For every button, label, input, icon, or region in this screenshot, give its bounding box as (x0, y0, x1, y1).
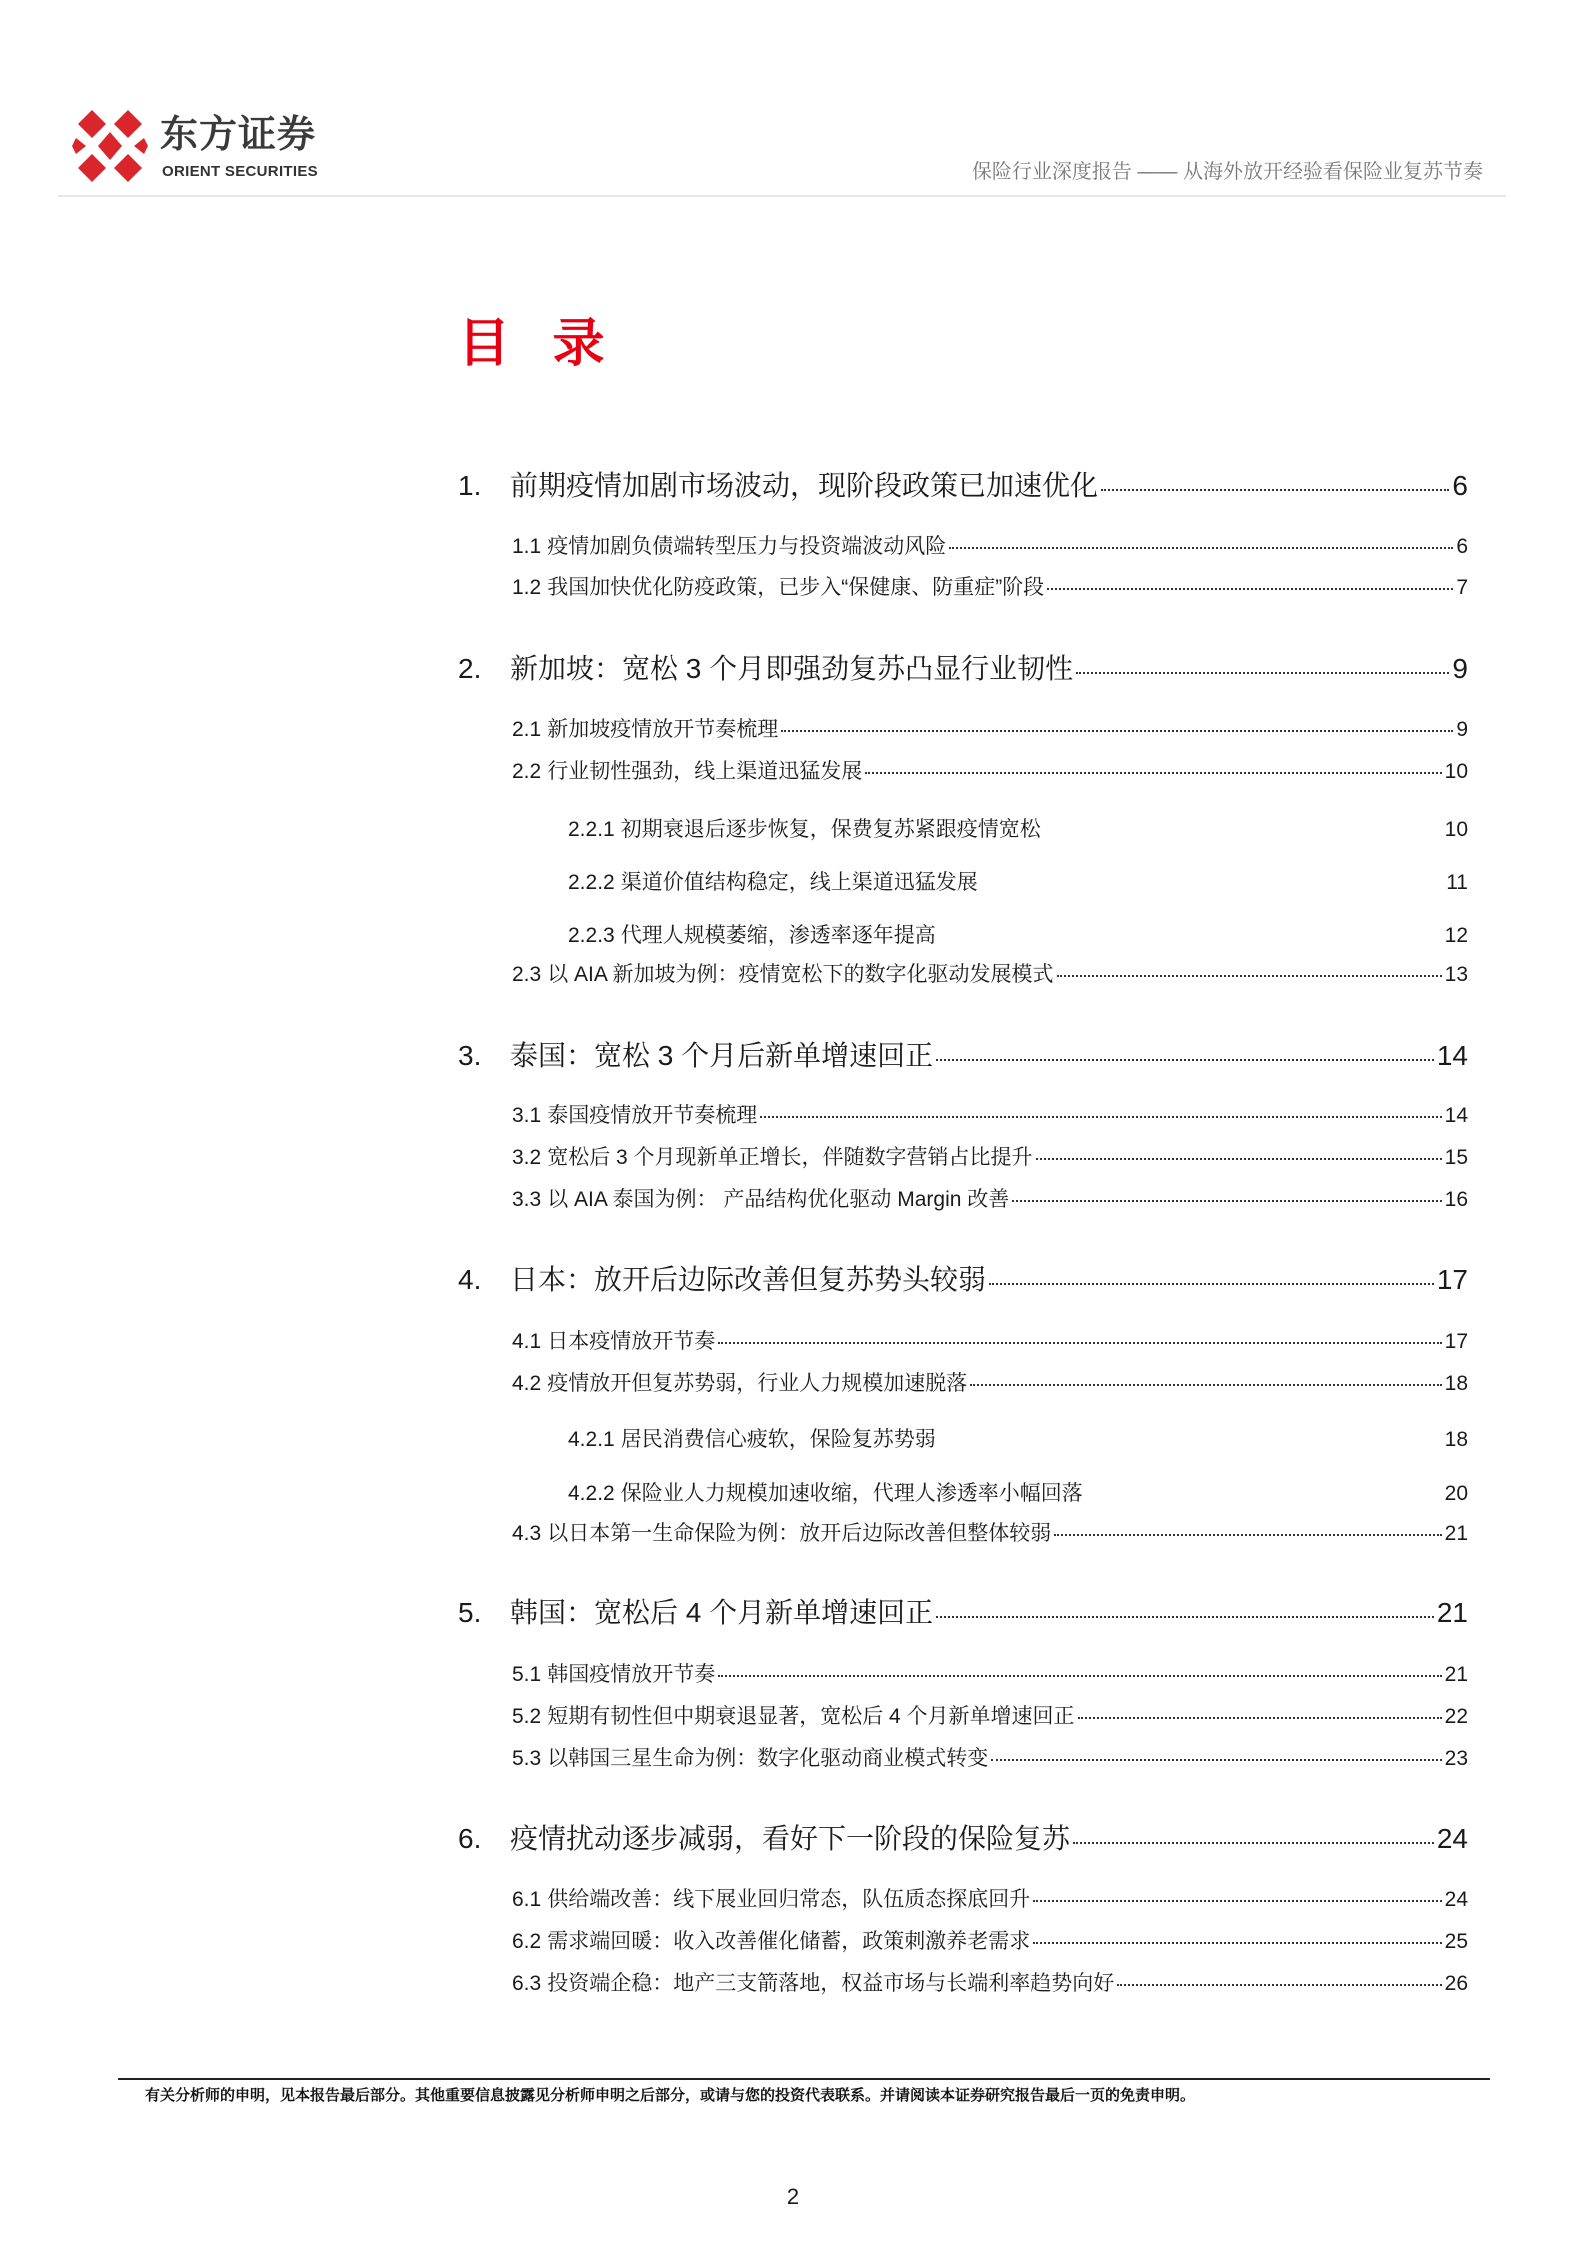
dot-leader (1057, 975, 1442, 977)
toc-entry-text: 短期有韧性但中期衰退显著，宽松后 4 个月新单增速回正 (547, 1705, 1075, 1728)
toc-entry-number: 3.2 (512, 1146, 542, 1169)
footer-disclaimer: 有关分析师的申明，见本报告最后部分。其他重要信息披露见分析师申明之后部分，或请与您的投资代表联系。并请阅读本证券研究报告最后一页的免责申明。 (145, 2087, 1196, 2104)
toc-entry-level1[interactable] (458, 1264, 1468, 1296)
toc-entry-page: 17 (1436, 1264, 1468, 1295)
dot-leader (1078, 1717, 1442, 1719)
toc-entry-page: 17 (1444, 1330, 1468, 1353)
toc-entry-level2[interactable] (512, 1104, 1468, 1128)
toc-entry-level3[interactable] (568, 1482, 1468, 1506)
header-divider (58, 195, 1506, 197)
toc-entry-text: 渠道价值结构稳定，线上渠道迅猛发展 (620, 871, 978, 894)
toc-entry-text: 以日本第一生命保险为例：放开后边际改善但整体较弱 (547, 1522, 1052, 1545)
toc-entry-level2[interactable] (512, 718, 1468, 742)
toc-entry-page: 18 (1444, 1428, 1468, 1451)
toc-entry-level3[interactable] (568, 1428, 1468, 1452)
toc-entry-page: 25 (1444, 1930, 1468, 1953)
dot-leader (1033, 1942, 1441, 1944)
toc-entry-level1[interactable] (458, 470, 1468, 502)
toc-entry-level2[interactable] (512, 1747, 1468, 1771)
toc-entry-number: 3. (458, 1040, 482, 1071)
toc-entry-text: 疫情加剧负债端转型压力与投资端波动风险 (547, 535, 947, 558)
toc-entry-number: 2.3 (512, 963, 542, 986)
toc-entry-text: 疫情扰动逐步减弱，看好下一阶段的保险复苏 (510, 1823, 1071, 1854)
toc-entry-text: 泰国疫情放开节奏梳理 (547, 1104, 758, 1127)
toc-entry-text: 需求端回暖：收入改善催化储蓄，政策刺激养老需求 (547, 1930, 1031, 1953)
toc-entry-level2[interactable] (512, 535, 1468, 559)
toc-entry-number: 1.1 (512, 535, 542, 558)
toc-entry-text: 泰国：宽松 3 个月后新单增速回正 (510, 1040, 934, 1071)
toc-entry-text: 疫情放开但复苏势弱，行业人力规模加速脱落 (547, 1372, 968, 1395)
logo-chinese-name: 东方证券 (160, 114, 317, 156)
toc-entry-page: 11 (1446, 871, 1468, 894)
toc-entry-text: 供给端改善：线下展业回归常态，队伍质态探底回升 (547, 1888, 1031, 1911)
toc-entry-text: 投资端企稳：地产三支箭落地，权益市场与长端利率趋势向好 (547, 1972, 1115, 1995)
toc-entry-number: 2. (458, 653, 482, 684)
toc-entry-page: 26 (1444, 1972, 1468, 1995)
toc-entry-number: 5. (458, 1597, 482, 1628)
toc-entry-number: 1. (458, 470, 482, 501)
toc-entry-page: 6 (1456, 535, 1468, 558)
toc-entry-level3[interactable] (568, 924, 1468, 948)
toc-entry-page: 7 (1456, 576, 1468, 599)
toc-entry-page: 14 (1436, 1040, 1468, 1071)
dot-leader (1012, 1200, 1441, 1202)
toc-entry-level2[interactable] (512, 576, 1468, 600)
report-header-title: 保险行业深度报告 —— 从海外放开经验看保险业复苏节奏 (971, 161, 1483, 183)
toc-entry-level2[interactable] (512, 963, 1468, 987)
toc-entry-page: 6 (1452, 470, 1468, 501)
dot-leader (1033, 1900, 1441, 1902)
toc-entry-text: 宽松后 3 个月现新单正增长，伴随数字营销占比提升 (547, 1146, 1033, 1169)
toc-entry-page: 9 (1452, 653, 1468, 684)
toc-entry-text: 新加坡：宽松 3 个月即强劲复苏凸显行业韧性 (510, 653, 1074, 684)
toc-entry-level3[interactable] (568, 818, 1468, 842)
toc-entry-number: 5.1 (512, 1663, 542, 1686)
footer-divider (118, 2078, 1490, 2080)
toc-entry-page: 20 (1444, 1482, 1468, 1505)
toc-entry-number: 2.2.1 (568, 818, 615, 841)
toc-entry-page: 9 (1456, 718, 1468, 741)
toc-entry-text: 日本：放开后边际改善但复苏势头较弱 (510, 1264, 987, 1295)
toc-entry-number: 2.1 (512, 718, 542, 741)
toc-entry-number: 6.3 (512, 1972, 542, 1995)
toc-entry-page: 18 (1444, 1372, 1468, 1395)
toc-entry-page: 12 (1444, 924, 1468, 947)
dot-leader (1076, 672, 1449, 674)
toc-entry-page: 24 (1436, 1823, 1468, 1854)
toc-entry-page: 13 (1444, 963, 1468, 986)
toc-entry-page: 16 (1444, 1188, 1468, 1211)
toc-entry-number: 6.1 (512, 1888, 542, 1911)
toc-entry-text: 初期衰退后逐步恢复，保费复苏紧跟疫情宽松 (620, 818, 1041, 841)
toc-entry-number: 6.2 (512, 1930, 542, 1953)
toc-entry-text: 日本疫情放开节奏 (547, 1330, 716, 1353)
toc-entry-text: 以 AIA 新加坡为例：疫情宽松下的数字化驱动发展模式 (547, 963, 1054, 986)
toc-entry-text: 代理人规模萎缩，渗透率逐年提高 (620, 924, 936, 947)
dot-leader (1054, 1534, 1441, 1536)
toc-entry-level1[interactable] (458, 1040, 1468, 1072)
toc-entry-number: 4.3 (512, 1522, 542, 1545)
toc-entry-text: 前期疫情加剧市场波动，现阶段政策已加速优化 (510, 470, 1099, 501)
toc-entry-number: 2.2 (512, 760, 542, 783)
toc-entry-text: 行业韧性强劲，线上渠道迅猛发展 (547, 760, 863, 783)
toc-entry-number: 4.2 (512, 1372, 542, 1395)
toc-entry-level2[interactable] (512, 760, 1468, 784)
toc-entry-number: 5.2 (512, 1705, 542, 1728)
toc-entry-level2[interactable] (512, 1522, 1468, 1546)
toc-entry-page: 21 (1436, 1597, 1468, 1628)
toc-title: 目 录 (458, 315, 619, 373)
dot-leader (781, 730, 1453, 732)
toc-entry-page: 21 (1444, 1522, 1468, 1545)
toc-entry-number: 4.2.1 (568, 1428, 615, 1451)
toc-entry-text: 韩国：宽松后 4 个月新单增速回正 (510, 1597, 934, 1628)
toc-entry-page: 22 (1444, 1705, 1468, 1728)
toc-entry-page: 15 (1444, 1146, 1468, 1169)
dot-leader (989, 1283, 1434, 1285)
toc-entry-page: 23 (1444, 1747, 1468, 1770)
toc-entry-text: 新加坡疫情放开节奏梳理 (547, 718, 779, 741)
page-number: 2 (786, 2184, 800, 2209)
toc-entry-text: 居民消费信心疲软，保险复苏势弱 (620, 1428, 936, 1451)
toc-entry-level1[interactable] (458, 1597, 1468, 1629)
toc-entry-level2[interactable] (512, 1330, 1468, 1354)
toc-entry-text: 保险业人力规模加速收缩，代理人渗透率小幅回落 (620, 1482, 1083, 1505)
toc-entry-number: 2.2.3 (568, 924, 615, 947)
toc-entry-page: 24 (1444, 1888, 1468, 1911)
toc-entry-page: 21 (1444, 1663, 1468, 1686)
toc-entry-level3[interactable] (568, 871, 1468, 895)
orient-securities-logo-icon (72, 108, 148, 184)
toc-entry-number: 5.3 (512, 1747, 542, 1770)
toc-entry-level2[interactable] (512, 1705, 1468, 1729)
toc-entry-text: 以 AIA 泰国为例： 产品结构优化驱动 Margin 改善 (547, 1188, 1010, 1211)
toc-entry-level2[interactable] (512, 1930, 1468, 1954)
toc-entry-page: 10 (1444, 818, 1468, 841)
toc-entry-level1[interactable] (458, 653, 1468, 685)
dot-leader (865, 772, 1441, 774)
toc-entry-text: 以韩国三星生命为例：数字化驱动商业模式转变 (547, 1747, 989, 1770)
dot-leader (760, 1116, 1441, 1118)
toc-entry-number: 4.1 (512, 1330, 542, 1353)
dot-leader (949, 547, 1453, 549)
toc-entry-level2[interactable] (512, 1888, 1468, 1912)
dot-leader (936, 1616, 1434, 1618)
dot-leader (1073, 1842, 1434, 1844)
toc-entry-page: 10 (1444, 760, 1468, 783)
dot-leader (1047, 588, 1453, 590)
toc-entry-number: 1.2 (512, 576, 542, 599)
toc-entry-number: 6. (458, 1823, 482, 1854)
dot-leader (936, 1059, 1434, 1061)
dot-leader (970, 1384, 1441, 1386)
dot-leader (718, 1675, 1441, 1677)
toc-entry-level1[interactable] (458, 1823, 1468, 1855)
dot-leader (991, 1759, 1441, 1761)
toc-entry-number: 2.2.2 (568, 871, 615, 894)
dot-leader (1036, 1158, 1442, 1160)
toc-entry-page: 14 (1444, 1104, 1468, 1127)
toc-entry-number: 4.2.2 (568, 1482, 615, 1505)
toc-entry-level2[interactable] (512, 1188, 1468, 1212)
toc-entry-number: 3.3 (512, 1188, 542, 1211)
toc-entry-number: 4. (458, 1264, 482, 1295)
dot-leader (1101, 489, 1449, 491)
dot-leader (1117, 1984, 1441, 1986)
toc-entry-number: 3.1 (512, 1104, 542, 1127)
dot-leader (718, 1342, 1441, 1344)
toc-entry-text: 我国加快优化防疫政策，已步入“保健康、防重症”阶段 (547, 576, 1045, 599)
toc-entry-level2[interactable] (512, 1372, 1468, 1396)
toc-entry-level2[interactable] (512, 1663, 1468, 1687)
toc-entry-level2[interactable] (512, 1972, 1468, 1996)
toc-entry-text: 韩国疫情放开节奏 (547, 1663, 716, 1686)
toc-entry-level2[interactable] (512, 1146, 1468, 1170)
logo-english-name: ORIENT SECURITIES (162, 163, 318, 180)
